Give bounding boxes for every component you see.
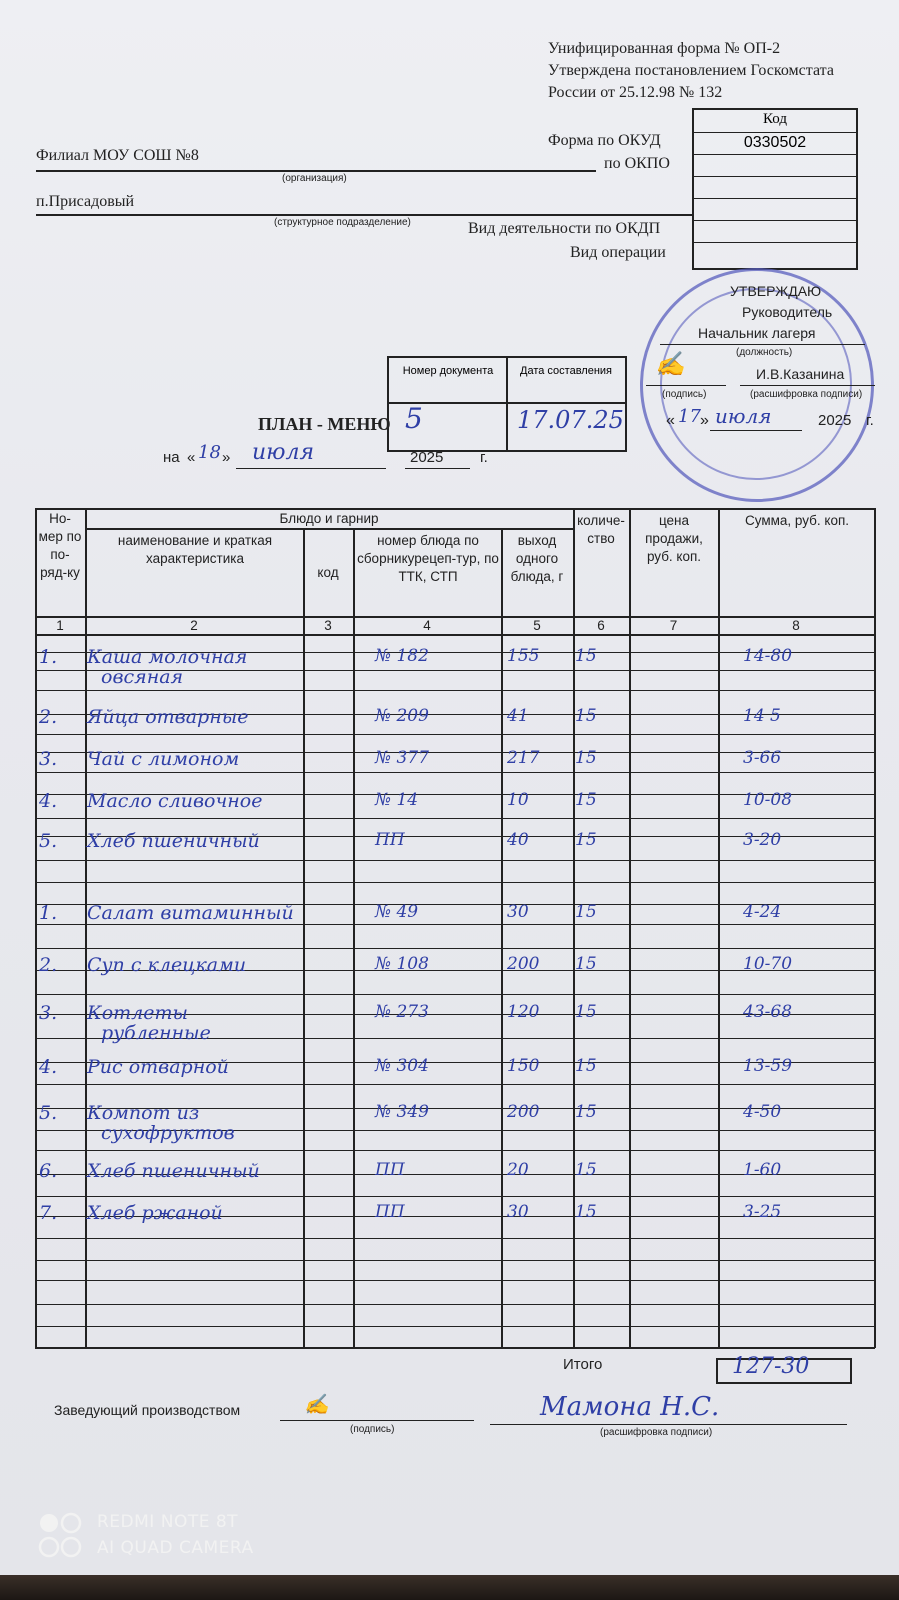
recipe-number: № 349 <box>375 1102 429 1122</box>
name-caption: (расшифровка подписи) <box>750 389 863 400</box>
approver-name: И.В.Казанина <box>756 366 845 382</box>
approval-date-year: 2025 <box>818 412 852 429</box>
header-recipe: номер блюда по сборникурецеп-тур, по ТТК, СТП <box>357 533 499 584</box>
okud-label: Форма по ОКУД <box>548 132 661 149</box>
manager-signature: ✍ <box>304 1392 329 1416</box>
dish-name-continuation: сухофруктов <box>101 1122 235 1144</box>
organization-caption: (организация) <box>282 173 347 184</box>
header-number: Но-мер по по-ряд-ку <box>38 511 82 580</box>
camera-caption: AI QUAD CAMERA <box>97 1538 254 1558</box>
dish-quantity: 15 <box>575 1202 597 1222</box>
signature-caption: (подпись) <box>662 389 707 400</box>
dish-name: Компот из <box>87 1102 200 1124</box>
row-number: 6. <box>39 1160 58 1182</box>
header-qty: количе-ство <box>577 513 625 546</box>
col-num-8: 8 <box>792 618 800 633</box>
okdp-label: Вид деятельности по ОКДП <box>468 220 661 237</box>
manager-name: Мамона Н.С. <box>540 1392 720 1422</box>
col-num-5: 5 <box>533 618 541 633</box>
header-code: код <box>317 565 339 580</box>
dish-sum: 10-70 <box>743 954 793 974</box>
total-value: 127-30 <box>732 1354 810 1379</box>
dish-name-continuation: рубленные <box>101 1022 211 1044</box>
table-rule-line <box>35 818 875 819</box>
table-rule-line <box>35 860 875 861</box>
dish-name: Масло сливочное <box>87 790 263 812</box>
position-value: Начальник лагеря <box>698 325 816 341</box>
row-number: 3. <box>39 1002 58 1024</box>
row-number: 2. <box>39 954 58 976</box>
head-label: Руководитель <box>742 304 833 320</box>
manager-signature-caption: (подпись) <box>350 1424 395 1435</box>
position-underline <box>660 344 865 345</box>
row-number: 7. <box>39 1202 58 1224</box>
dish-sum: 3-25 <box>743 1202 782 1222</box>
dish-quantity: 15 <box>575 954 597 974</box>
table-rule-line <box>35 1196 875 1197</box>
table-bottom-border <box>35 1347 875 1349</box>
doc-number-value: 5 <box>405 402 423 435</box>
dish-sum: 14 5 <box>743 706 781 726</box>
for-label: на <box>163 449 180 466</box>
table-rule-line <box>35 1280 875 1281</box>
dish-name: Хлеб ржаной <box>87 1202 223 1224</box>
table-rule-line <box>35 1084 875 1085</box>
table-rule-line <box>35 734 875 735</box>
for-year-underline <box>405 468 470 469</box>
doc-number-header: Номер документа <box>402 365 494 377</box>
recipe-number: № 377 <box>375 748 429 768</box>
dish-yield: 20 <box>507 1160 529 1180</box>
recipe-number: № 273 <box>375 1002 429 1022</box>
dish-quantity: 15 <box>575 830 597 850</box>
header-name: наименование и краткая характеристика <box>117 533 273 566</box>
signature-underline <box>646 385 726 386</box>
doc-date-value: 17.07.25 <box>517 406 624 434</box>
dish-sum: 4-24 <box>743 902 782 922</box>
dish-quantity: 15 <box>575 1002 597 1022</box>
form-line-2: Утверждена постановлением Госкомстата <box>548 62 834 79</box>
table-rule-line <box>35 882 875 883</box>
manager-signature-line <box>280 1420 474 1421</box>
dish-quantity: 15 <box>575 1056 597 1076</box>
subdivision-caption: (структурное подразделение) <box>274 217 411 228</box>
dish-yield: 217 <box>507 748 540 768</box>
col-num-2: 2 <box>190 618 198 633</box>
dish-sum: 10-08 <box>743 790 793 810</box>
row-number: 4. <box>39 1056 58 1078</box>
name-underline <box>740 385 875 386</box>
recipe-number: ПП <box>375 1160 405 1180</box>
code-box <box>692 108 858 270</box>
header-sum: Сумма, руб. коп. <box>744 513 850 528</box>
dish-sum: 14-80 <box>743 646 793 666</box>
organization-name: Филиал МОУ СОШ №8 <box>36 147 199 164</box>
header-price: цена продажи, руб. коп. <box>645 513 703 564</box>
recipe-number: № 14 <box>375 790 419 810</box>
row-number: 1. <box>39 902 58 924</box>
total-label: Итого <box>563 1356 603 1373</box>
recipe-number: ПП <box>375 1202 405 1222</box>
dish-name: Хлеб пшеничный <box>87 830 260 852</box>
dish-yield: 40 <box>507 830 529 850</box>
dish-yield: 200 <box>507 954 540 974</box>
organization-underline <box>36 170 596 172</box>
table-rule-line <box>35 1150 875 1151</box>
col-num-3: 3 <box>324 618 332 633</box>
subdivision-name: п.Присадовый <box>36 193 135 210</box>
recipe-number: № 209 <box>375 706 429 726</box>
table-rule-line <box>35 1238 875 1239</box>
row-number: 2. <box>39 706 58 728</box>
table-rule-line <box>35 948 875 949</box>
for-month-underline <box>236 468 386 469</box>
header-yield: выход одного блюда, г <box>510 533 564 584</box>
dish-quantity: 15 <box>575 1160 597 1180</box>
dish-sum: 4-50 <box>743 1102 782 1122</box>
dish-yield: 200 <box>507 1102 540 1122</box>
dish-yield: 120 <box>507 1002 540 1022</box>
for-date-year: 2025 <box>410 449 444 466</box>
for-date-day: 18 <box>198 442 221 463</box>
dish-quantity: 15 <box>575 706 597 726</box>
approval-month-underline <box>710 430 802 431</box>
for-date-open: « <box>187 449 196 466</box>
table-rule-line <box>35 690 875 691</box>
recipe-number: ПП <box>375 830 405 850</box>
position-caption: (должность) <box>736 347 793 358</box>
dish-yield: 155 <box>507 646 540 666</box>
doc-date-header: Дата составления <box>520 365 612 377</box>
recipe-number: № 182 <box>375 646 429 666</box>
for-date-close: » <box>222 449 231 466</box>
dish-quantity: 15 <box>575 790 597 810</box>
approval-date-open: « <box>666 412 675 429</box>
menu-table <box>35 508 875 1348</box>
subdivision-underline <box>36 214 692 216</box>
dish-quantity: 15 <box>575 748 597 768</box>
table-rule-line <box>35 772 875 773</box>
col-num-7: 7 <box>669 618 678 633</box>
dish-yield: 41 <box>507 706 529 726</box>
dish-quantity: 15 <box>575 646 597 666</box>
dish-quantity: 15 <box>575 902 597 922</box>
row-number: 5. <box>39 830 58 852</box>
approve-label: УТВЕРЖДАЮ <box>730 283 822 299</box>
dish-name: Котлеты <box>87 1002 188 1024</box>
row-number: 1. <box>39 646 58 668</box>
dish-name: Яйца отварные <box>87 706 249 728</box>
document-title: ПЛАН - МЕНЮ <box>258 414 391 434</box>
dish-name: Чай с лимоном <box>87 748 240 770</box>
camera-logo-icon <box>38 1512 84 1565</box>
dish-name: Суп с клецками <box>87 954 247 976</box>
approver-signature: ✍ <box>655 350 685 378</box>
dish-name-continuation: овсяная <box>101 666 184 688</box>
dish-yield: 30 <box>507 1202 529 1222</box>
dish-yield: 150 <box>507 1056 540 1076</box>
dish-yield: 10 <box>507 790 529 810</box>
recipe-number: № 304 <box>375 1056 429 1076</box>
dish-name: Рис отварной <box>87 1056 229 1078</box>
dish-sum: 43-68 <box>743 1002 793 1022</box>
code-header: Код <box>763 111 787 127</box>
okud-value: 0330502 <box>743 134 807 151</box>
approval-date-day: 17 <box>678 406 701 427</box>
table-rule-line <box>35 994 875 995</box>
manager-label: Заведующий производством <box>54 1402 241 1418</box>
dish-name: Хлеб пшеничный <box>87 1160 260 1182</box>
dish-sum: 1-60 <box>743 1160 782 1180</box>
table-rule-line <box>35 924 875 925</box>
col-num-4: 4 <box>423 618 431 633</box>
dish-sum: 13-59 <box>743 1056 793 1076</box>
table-rule-line <box>35 1304 875 1305</box>
dish-yield: 30 <box>507 902 529 922</box>
row-number: 4. <box>39 790 58 812</box>
document-number-box <box>387 356 627 452</box>
desk-background <box>0 1575 899 1600</box>
form-line-1: Унифицированная форма № ОП-2 <box>548 40 781 57</box>
approval-date-close: » <box>700 412 709 429</box>
okpo-label: по ОКПО <box>604 155 670 172</box>
dish-name: Салат витаминный <box>87 902 294 924</box>
manager-name-caption: (расшифровка подписи) <box>600 1427 713 1438</box>
dish-name: Каша молочная <box>87 646 248 668</box>
operation-label: Вид операции <box>570 244 666 261</box>
row-number: 3. <box>39 748 58 770</box>
col-num-6: 6 <box>597 618 605 633</box>
form-line-3: России от 25.12.98 № 132 <box>548 84 723 101</box>
recipe-number: № 49 <box>375 902 419 922</box>
dish-sum: 3-20 <box>743 830 782 850</box>
row-number: 5. <box>39 1102 58 1124</box>
table-rule-line <box>35 1326 875 1327</box>
col-num-1: 1 <box>56 618 64 633</box>
table-rule-line <box>35 1260 875 1261</box>
camera-model: REDMI NOTE 8T <box>97 1512 239 1532</box>
recipe-number: № 108 <box>375 954 429 974</box>
dish-quantity: 15 <box>575 1102 597 1122</box>
header-dish: Блюдо и гарнир <box>279 511 379 526</box>
approval-date-month: июля <box>715 404 772 428</box>
manager-name-line <box>490 1424 847 1425</box>
for-date-month: июля <box>252 440 315 465</box>
approval-date-suffix: г. <box>866 412 874 429</box>
dish-sum: 3-66 <box>743 748 782 768</box>
for-date-suffix: г. <box>480 449 488 466</box>
